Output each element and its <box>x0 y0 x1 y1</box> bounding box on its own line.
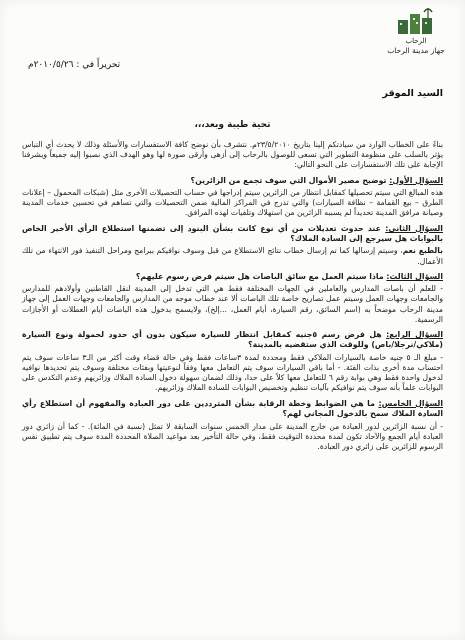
question-5 <box>22 399 443 420</box>
question-1 <box>22 176 443 186</box>
addressee: السيد الموقر <box>382 88 443 99</box>
question-text: ماذا سيتم العمل مع سائق الباصات هل سيتم فرض رسوم عليهم؟ <box>135 271 384 281</box>
question-block-3 <box>22 272 443 325</box>
intro-paragraph: بناءً على الخطاب الوارد من سيادتكم إلينا بتاريخ ٢٣/٥/٢٠١٠م. نتشرف بأن نوضح كافة الاستفسارات والأسئلة وذلك لا يحدث أي التباس يؤثر بالسلب على منظومة التطوير التي تسعى للوصول بالرحاب إلى أزهى وأرقى صورة لها وهو الهدف الذي نصبوا إليه جميعاً ويشرفنا الإجابة على تلك الاستفسارات على النحو التالي: <box>22 140 443 170</box>
question-label: السؤال الثاني: <box>385 223 443 233</box>
question-3 <box>22 272 443 282</box>
question-text: ما هي الضوابط وخطة الرقابة بشأن المترددين على دور العبادة والمفهوم أن استطلاع رأي السادة الملاك سمح بالدخول المجاني لهم؟ <box>22 398 443 419</box>
question-2 <box>22 224 443 245</box>
question-block-4 <box>22 330 443 394</box>
logo-text: الرحاب <box>405 37 427 45</box>
answer-3: - للعلم أن باصات المدارس والعاملين في الجهات المختلفة فقط هي التي تدخل إلى المدينة لنقل القاطنين وأولادهم للمدارس والجامعات وجهات العمل وسيتم عمل تصاريح خاصة تلك الباصات ألا عند خطاب موجه من المدارس والجامعات وجهات العمل إلى جهاز مدينة الرحاب موضحاً به (اسم السائق، رقم السيارة، أيام العمل، ...إلخ)، ولايسمح بدخول هذه الباصات أيام العطلات أو الأجازات الرسمية. <box>22 284 443 324</box>
question-block-5 <box>22 399 443 452</box>
letter-body <box>22 140 443 454</box>
answer-1: هذه المبالغ التي سيتم تحصيلها كمقابل انتظار من الزائرين سيتم إدراجها في حساب التحصيلات الأخرى مثل (شبكات المحمول – إعلانات الطرق – بيع القمامة – نظافة السيارات) والتي تدرج في المراكز المالية ضمن التحصيلات والتي تساهم في تحسين خدمات المدينة وصيانة مرافق المدينة تحديداً لم يسببه الزائرين من استهلاك وتلفيات لهذه المرافق. <box>22 188 443 218</box>
answer-emphasis: بالطبع نعم <box>402 246 443 256</box>
answer-5: - أن نسبة الزائرين لدور العبادة من خارج المدينة على مدار الخمس سنوات السابقة لا تمثل (نسبة في المائة). - كما أن زائري دور العبادة أيام الجمع والآحاد تكون لمدة محددة التوقيت فقط، وفي حالة التأخير بعد مواعيد الصلاة المحددة المدة سوف يتم تطبيق نفس الرسوم للزائرين على زائري دور العبادة. <box>22 421 443 451</box>
answer-text: ، وسيتم إرسالها كما تم إرسال خطاب نتائج الاستطلاع من قبل وسوف نوافيكم ببرامج ومراحل التنفيذ فور الانتهاء من تلك الأعمال. <box>22 246 443 266</box>
greeting: تحية طيبة وبعد،،، <box>194 120 271 130</box>
rehab-logo-icon <box>394 6 438 36</box>
question-label: السؤال الرابع: <box>386 330 444 340</box>
answer-4: - مبلغ الـ ٥ جنيه خاصة بالسيارات الملاكي فقط ومحددة لمدة ٣ساعات فقط وفي حالة قضاء وقت أكثر من الـ٣ ساعات سوف يتم احتساب مدة أخرى بذات الفئة. - أما باقي السيارات سوف يتم التعامل معها وفقاً لنوعيتها وبفئات مختلفة وسوف يتم تحديدها نوافيه لدخول واحدة فقط وهي بوابة رقم ٦ للتعامل معها كلاً على حدا، وذلك لضمان سهولة دخول السادة الملاك وزائريهم وعدم التكدس على البوابات علماً بأنه سوف يتم نوافيكم بآليات تنظيم وتخصيص البوابات للسادة الملاك وزائريهم. <box>22 352 443 393</box>
letter-date: تحريراً في : ٢٠١٠/٥/٢٦م <box>28 60 121 70</box>
question-block-2 <box>22 224 443 267</box>
question-text: توضيح مصير الأموال التي سوف تجمع من الزائرين؟ <box>190 175 387 185</box>
question-4 <box>22 330 443 351</box>
answer-2 <box>22 246 443 266</box>
question-label: السؤال الخامس: <box>378 398 443 408</box>
question-block-1 <box>22 176 443 219</box>
letterhead <box>385 6 447 56</box>
question-label: السؤال الثالث: <box>386 271 443 281</box>
question-text: عند حدوث تعديلات من أي نوع كانت بشأن البنود إلى تضمنها استطلاع الرأي الأخير الخاص بالبوابات هل سيرجع إلى السادة الملاك؟ <box>22 223 443 244</box>
question-label: السؤال الأول: <box>389 175 443 185</box>
question-text: هل فرض رسم ٥جنيه كمقابل انتظار للسيارة سيكون بدون أي حدود لحمولة ونوع السيارة (ملاكي/نرجلا/باص) وللوقت الذي ستقضيه بالمدينة؟ <box>22 330 443 350</box>
issuer-name: جهاز مدينة الرحاب <box>387 46 445 55</box>
